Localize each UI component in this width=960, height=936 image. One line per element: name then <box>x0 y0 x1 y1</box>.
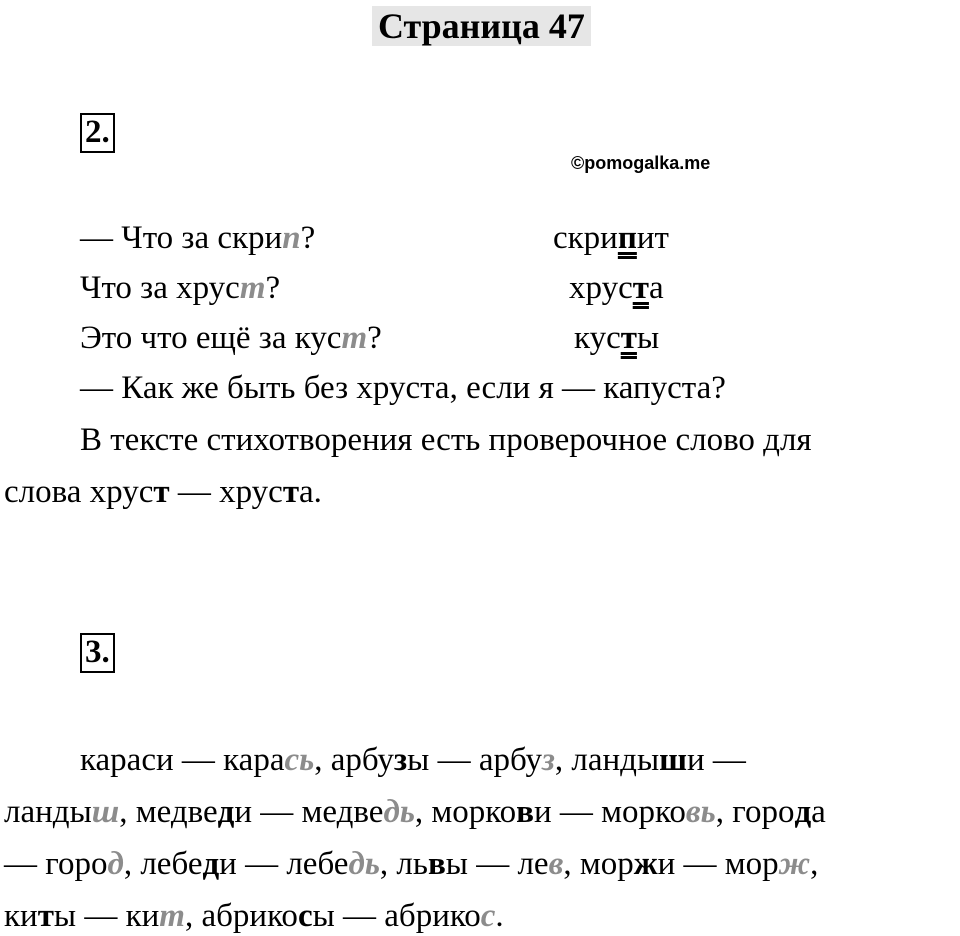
highlight-letter: д <box>107 846 124 882</box>
text-segment: — горо <box>4 846 108 882</box>
task-3-line-1 <box>80 740 746 780</box>
text-segment: ы — ки <box>53 898 160 934</box>
bold-letter: з <box>393 742 408 778</box>
page-title: Страница 47 <box>372 6 591 46</box>
highlight-letter: п <box>282 220 301 256</box>
highlight-letter: т <box>341 320 368 356</box>
text-segment: , абрико <box>184 898 298 934</box>
text-segment: , арбу <box>314 742 394 778</box>
text-segment: , лебе <box>123 846 203 882</box>
task-3-line-4 <box>4 896 504 936</box>
conclusion-line-1: В тексте стихотворения есть проверочное слово для <box>80 422 812 458</box>
text-segment: , морко <box>414 794 517 830</box>
task-3-number: 3. <box>80 633 115 673</box>
text-segment: а <box>811 794 826 830</box>
check-letter: т <box>632 270 649 306</box>
task-2-number: 2. <box>80 113 115 153</box>
text-segment: ланды <box>4 794 92 830</box>
bold-letter: д <box>202 846 220 882</box>
bold-letter: д <box>217 794 235 830</box>
text-segment: , мор <box>563 846 634 882</box>
bold-letter: ш <box>659 742 688 778</box>
text-segment: , горо <box>715 794 795 830</box>
check-word-1: скрипит <box>553 220 669 256</box>
task-3-line-2 <box>4 792 826 832</box>
check-letter: т <box>620 320 637 356</box>
check-letter: п <box>617 220 637 256</box>
text-segment: , <box>810 846 819 882</box>
highlight-letter: т <box>239 270 266 306</box>
text-segment: ы — ле <box>445 846 549 882</box>
highlight-letter: дь <box>383 794 415 830</box>
highlight-letter: вь <box>685 794 716 830</box>
poem-line-4: — Как же быть без хруста, если я — капуста? <box>80 370 726 406</box>
highlight-letter: в <box>548 846 564 882</box>
text-segment: , медве <box>119 794 218 830</box>
highlight-letter: з <box>542 742 555 778</box>
text-segment: и — <box>687 742 746 778</box>
conclusion-line-2: слова хруст — хруста. <box>4 474 322 510</box>
check-word-3: кусты <box>574 320 660 356</box>
bold-letter: в <box>427 846 446 882</box>
highlight-letter: т <box>159 898 185 934</box>
highlight-letter: дь <box>348 846 380 882</box>
text-segment: ы — абрико <box>312 898 481 934</box>
poem-line-3: Это что ещё за куст? <box>80 320 382 356</box>
text-segment: и — мор <box>657 846 779 882</box>
text-segment: и — медве <box>234 794 384 830</box>
bold-letter: т <box>37 898 54 934</box>
text-segment: , ланды <box>554 742 660 778</box>
text-segment: , ль <box>379 846 428 882</box>
text-segment: и — морко <box>534 794 686 830</box>
task-3-line-3 <box>4 844 818 884</box>
text-segment: и — лебе <box>219 846 349 882</box>
highlight-letter: сь <box>284 742 315 778</box>
highlight-letter: ж <box>778 846 811 882</box>
highlight-letter: с <box>480 898 496 934</box>
poem-line-1: — Что за скрип? <box>80 220 316 256</box>
text-segment: караси — кара <box>80 742 285 778</box>
text-segment: . <box>495 898 504 934</box>
bold-letter: в <box>516 794 534 830</box>
text-segment: ы — арбу <box>407 742 543 778</box>
poem-line-2: Что за хруст? <box>80 270 281 306</box>
bold-letter: д <box>794 794 812 830</box>
check-word-2: хруста <box>569 270 664 306</box>
watermark: ©pomogalka.me <box>571 153 711 173</box>
highlight-letter: ш <box>91 794 120 830</box>
bold-letter: с <box>297 898 313 934</box>
bold-letter: ж <box>633 846 658 882</box>
text-segment: ки <box>4 898 38 934</box>
